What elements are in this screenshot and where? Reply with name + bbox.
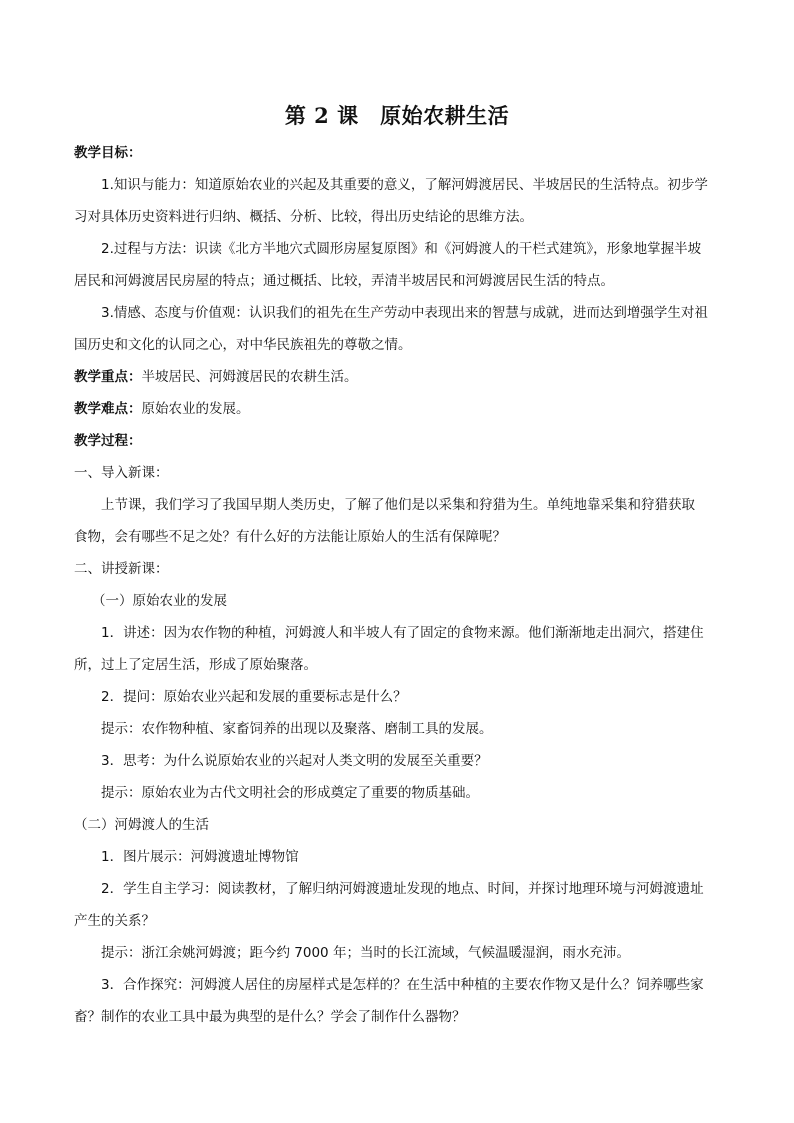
section-2-item-3-line-1: 3．合作探究：河姆渡人居住的房屋样式是怎样的？在生活中种植的主要农作物又是什么？饲养哪些家 [101,977,704,993]
page-title: 第 2 课 原始农耕生活 [284,103,510,128]
section-1-item-1-line-1: 1．讲述：因为农作物的种植，河姆渡人和半坡人有了固定的食物来源。他们渐渐地走出洞穴，搭建住 [101,625,704,641]
new-lesson-heading: 二、讲授新课： [74,561,169,577]
section-2-heading: （二）河姆渡人的生活 [74,817,209,833]
section-1-item-3: 3．思考：为什么说原始农业的兴起对人类文明的发展至关重要？ [101,753,488,769]
section-1-item-1-line-2: 所，过上了定居生活，形成了原始聚落。 [74,657,317,673]
objective-1-line-2: 习对具体历史资料进行归纳、概括、分析、比较，得出历史结论的思维方法。 [74,209,533,225]
section-1-item-2-hint: 提示：农作物种植、家畜饲养的出现以及聚落、磨制工具的发展。 [101,721,493,737]
difficulty-label: 教学难点： [74,401,142,417]
section-1-item-3-hint: 提示：原始农业为古代文明社会的形成奠定了重要的物质基础。 [101,785,479,801]
objective-3-line-2: 国历史和文化的认同之心，对中华民族祖先的尊敬之情。 [74,337,412,353]
section-2-item-2-line-1: 2．学生自主学习：阅读教材，了解归纳河姆渡遗址发现的地点、时间，并探讨地理环境与河姆渡遗址 [101,881,704,897]
section-2-item-3-line-2: 畜？制作的农业工具中最为典型的是什么？学会了制作什么器物？ [74,1009,466,1025]
difficulty [74,398,730,420]
section-2-item-2-hint: 提示：浙江余姚河姆渡；距今约 7000 年；当时的长江流域，气候温暖湿润，雨水充沛。 [101,945,630,961]
section-2-item-1: 1．图片展示：河姆渡遗址博物馆 [101,849,299,865]
section-1-heading: （一）原始农业的发展 [92,593,227,609]
objective-2-line-2: 居民和河姆渡居民房屋的特点；通过概括、比较，弄清半坡居民和河姆渡居民生活的特点。 [74,273,614,289]
section-1-item-2: 2．提问：原始农业兴起和发展的重要标志是什么？ [101,689,407,705]
section-2-item-2-line-2: 产生的关系？ [74,913,155,929]
difficulty-text: 原始农业的发展。 [141,401,250,417]
process-heading: 教学过程： [74,433,142,449]
intro-heading: 一、导入新课： [74,465,169,481]
key-point [74,366,730,388]
intro-line-2: 食物，会有哪些不足之处？有什么好的方法能让原始人的生活有保障呢？ [74,529,506,545]
key-point-text: 半坡居民、河姆渡居民的农耕生活。 [141,369,358,385]
objective-2-line-1: 2.过程与方法：识读《北方半地穴式圆形房屋复原图》和《河姆渡人的干栏式建筑》，形象地掌握半坡 [101,241,702,257]
objective-1-line-1: 1.知识与能力：知道原始农业的兴起及其重要的意义，了解河姆渡居民、半坡居民的生活特点。初步学 [101,177,708,193]
objectives-heading: 教学目标： [74,145,142,161]
intro-line-1: 上节课，我们学习了我国早期人类历史，了解了他们是以采集和狩猎为生。单纯地靠采集和狩猎获取 [101,497,695,513]
objective-3-line-1: 3.情感、态度与价值观：认识我们的祖先在生产劳动中表现出来的智慧与成就，进而达到增强学生对祖 [101,305,708,321]
key-point-label: 教学重点： [74,369,142,385]
